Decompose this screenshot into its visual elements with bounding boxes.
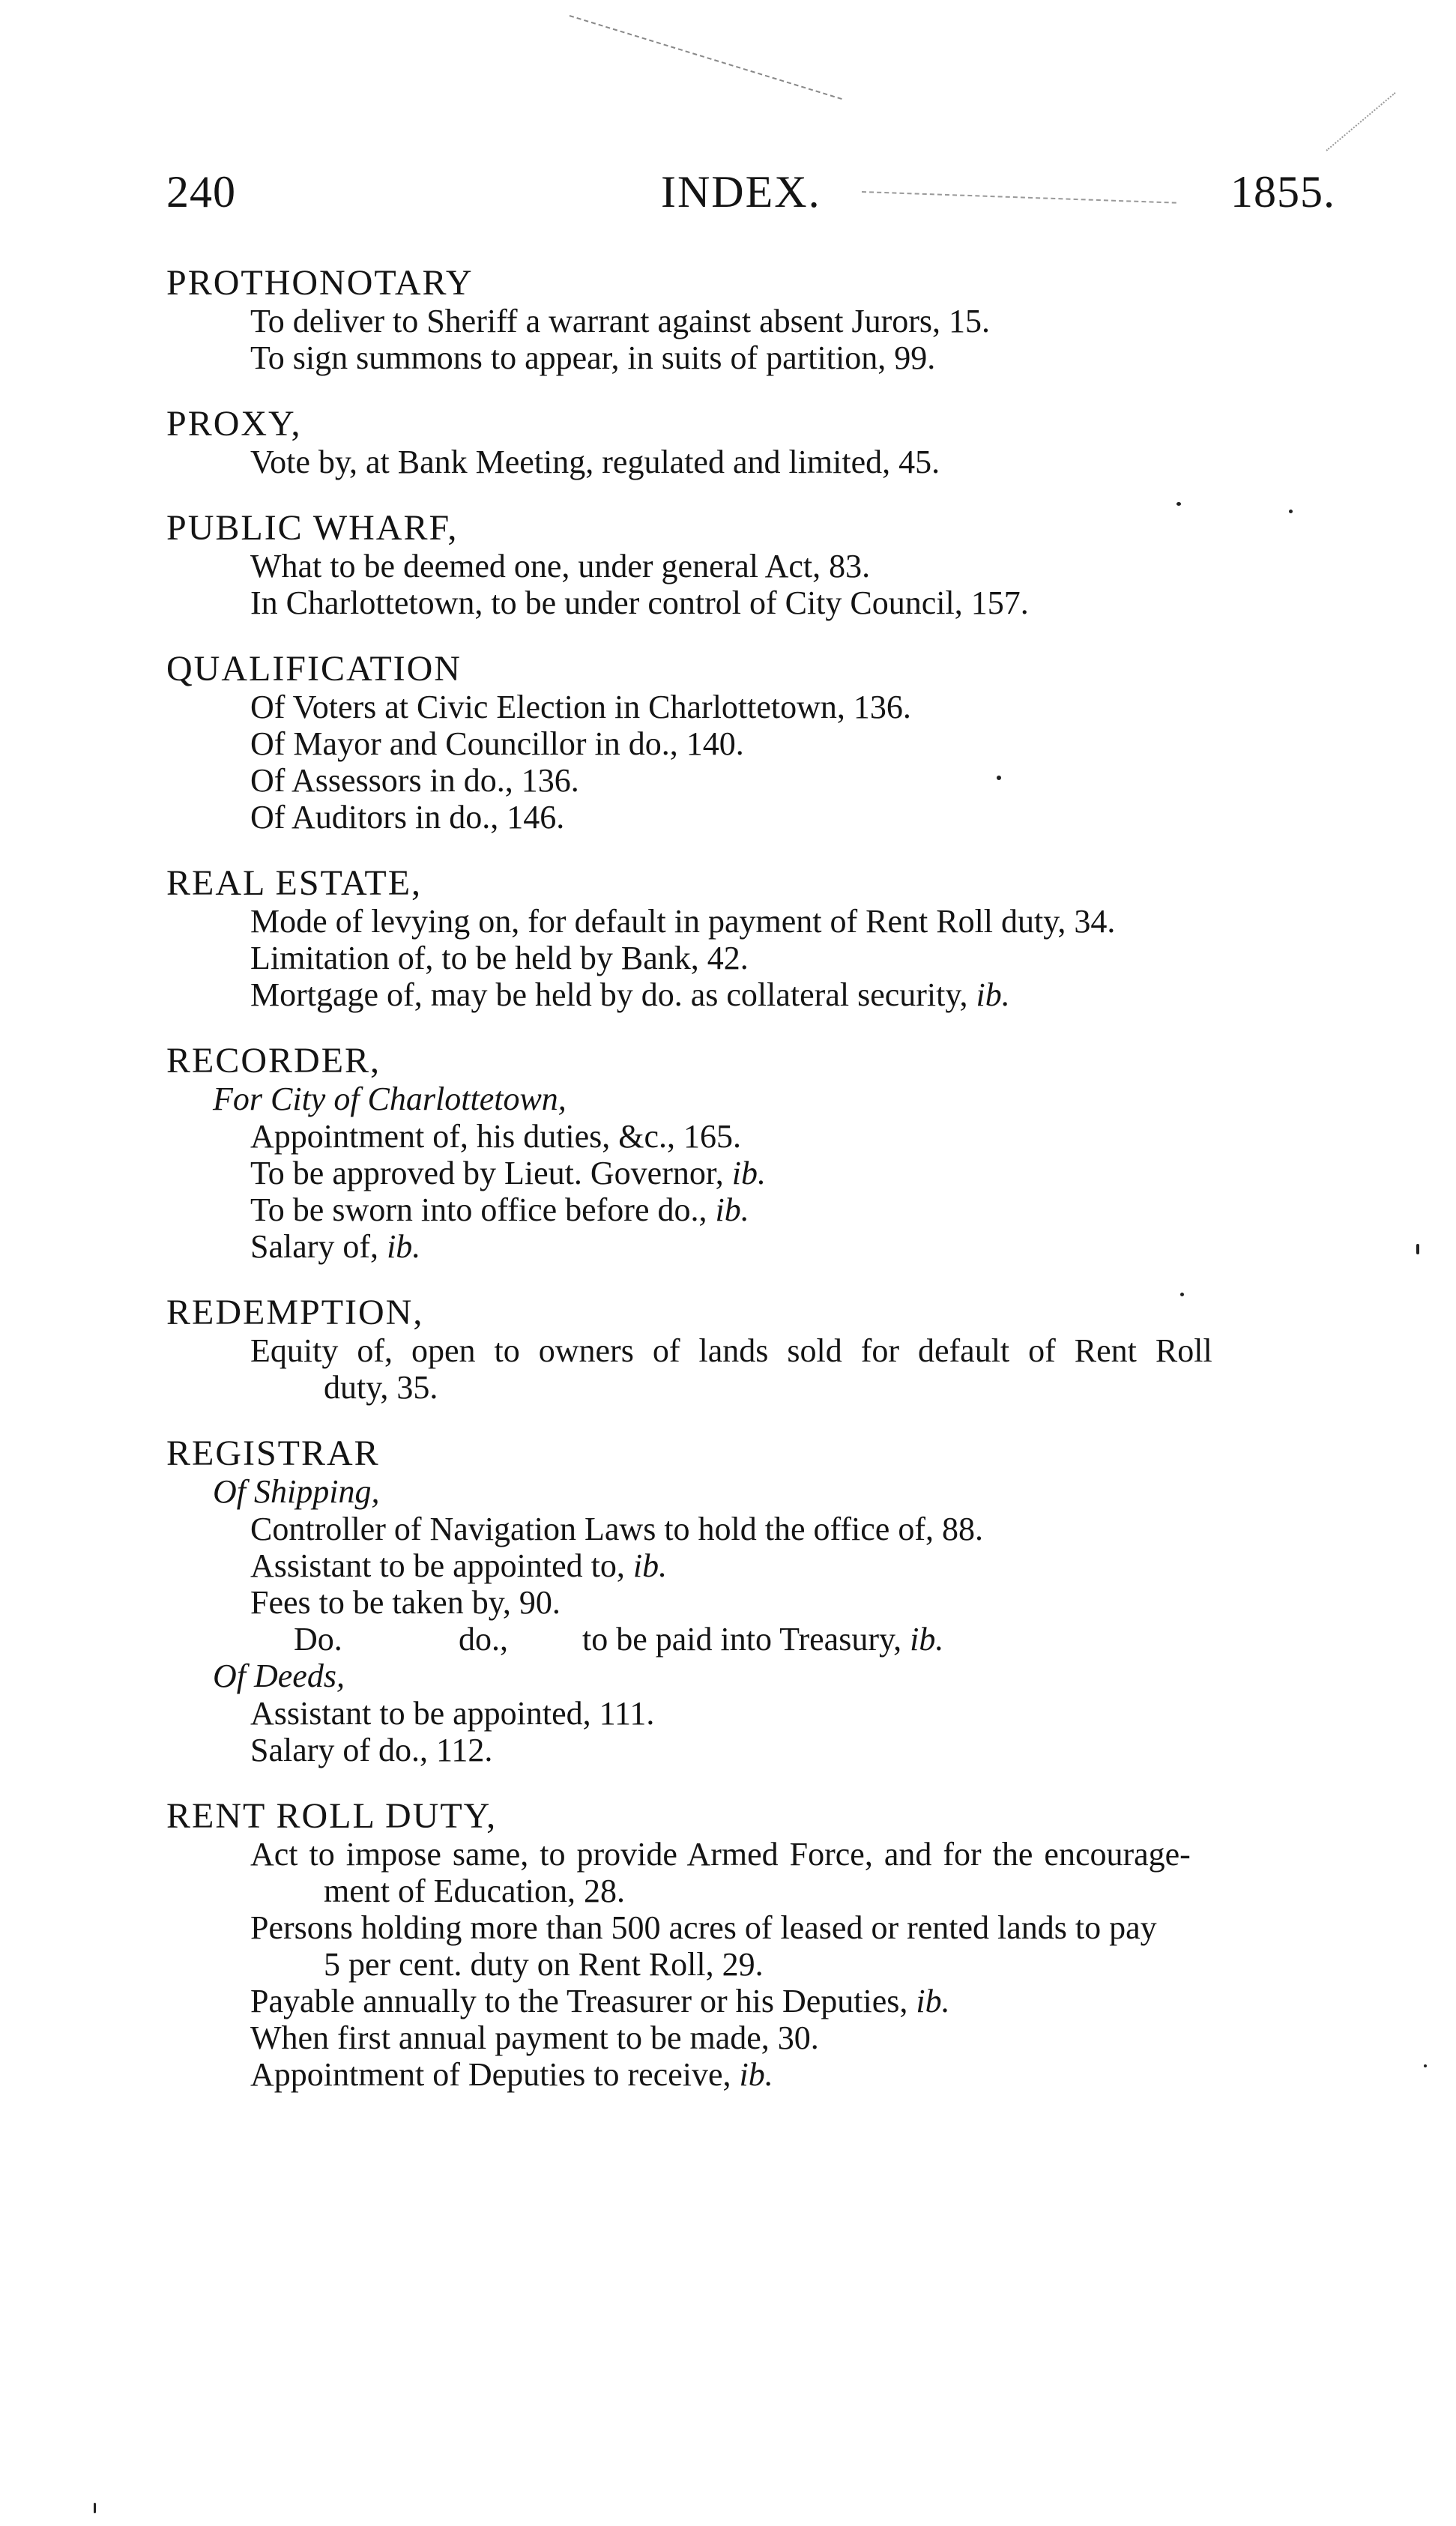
index-entry: To be sworn into office before do., ib. [250,1191,749,1228]
page-title: INDEX. [661,167,821,217]
index-entry: Persons holding more than 500 acres of leased or rented lands to pay [250,1909,1157,1946]
section-heading: RENT ROLL DUTY, [166,1796,498,1836]
index-section [166,1293,1350,1406]
index-content [166,264,1350,2121]
section-heading: PROTHONOTARY [166,263,474,303]
index-section [166,264,1350,376]
index-section [166,1042,1350,1265]
index-entry: To deliver to Sheriff a warrant against absent Jurors, 15. [250,303,991,339]
index-entry-continuation: ment of Education, 28. [324,1873,626,1909]
index-entry: Of Assessors in do., 136. [250,762,579,799]
page-number: 240 [166,167,236,217]
index-entry: Of Voters at Civic Election in Charlottetown, 136. [250,689,911,725]
ditto-entry [166,1621,1350,1658]
index-entry: To be approved by Lieut. Governor, ib. [250,1155,766,1191]
section-heading: REAL ESTATE, [166,863,423,903]
index-entry: Of Auditors in do., 146. [250,799,565,836]
page-header [166,166,1335,219]
index-entry: In Charlottetown, to be under control of City Council, 157. [250,584,1029,621]
index-entry: Salary of, ib. [250,1228,421,1265]
header-year: 1855. [1230,167,1335,217]
scan-speck [997,776,1001,780]
index-section [166,1434,1350,1768]
index-entry: Equity of, open to owners of lands sold for default of Rent Roll [250,1332,1212,1369]
ditto-col-2: do., [459,1621,508,1658]
section-heading: RECORDER, [166,1041,381,1081]
index-entry: Appointment of, his duties, &c., 165. [250,1118,742,1155]
section-heading: QUALIFICATION [166,649,462,689]
scan-speck [1176,502,1181,506]
index-entry: Of Mayor and Councillor in do., 140. [250,725,744,762]
ditto-col-3: to be paid into Treasury, ib. [582,1621,944,1658]
scan-mark [1326,92,1395,151]
index-section [166,864,1350,1013]
scan-speck [94,2503,96,2513]
section-heading: PUBLIC WHARF, [166,508,459,548]
index-entry: When first annual payment to be made, 30. [250,2019,819,2056]
index-entry: Mode of levying on, for default in payment of Rent Roll duty, 34. [250,903,1116,940]
index-entry: Payable annually to the Treasurer or his Deputies, ib. [250,1983,950,2019]
scan-speck [1416,1244,1419,1254]
index-entry: Appointment of Deputies to receive, ib. [250,2056,773,2093]
index-entry: Vote by, at Bank Meeting, regulated and limited, 45. [250,444,940,480]
index-section [166,1797,1350,2093]
index-section [166,509,1350,621]
index-entry: Salary of do., 112. [250,1732,493,1768]
index-section [166,650,1350,836]
section-heading: PROXY, [166,404,302,444]
index-entry: What to be deemed one, under general Act, 83. [250,548,871,584]
index-entry: Assistant to be appointed to, ib. [250,1547,668,1584]
index-entry: Act to impose same, to provide Armed Force, and for the encourage- [250,1836,1191,1873]
section-heading: REGISTRAR [166,1433,380,1473]
index-entry: Mortgage of, may be held by do. as collateral security, ib. [250,976,1010,1013]
index-entry-continuation: 5 per cent. duty on Rent Roll, 29. [324,1946,764,1983]
index-entry: Fees to be taken by, 90. [250,1584,561,1621]
ditto-col-1: Do. [294,1621,342,1658]
scan-speck [1424,2064,1427,2067]
section-subheading: Of Deeds, [213,1658,345,1694]
index-entry: Assistant to be appointed, 111. [250,1695,655,1732]
section-subheading: For City of Charlottetown, [213,1081,567,1117]
scan-mark [570,15,842,100]
scan-speck [1289,510,1293,513]
section-heading: REDEMPTION, [166,1293,424,1332]
section-subheading: Of Shipping, [213,1473,380,1510]
index-entry: To sign summons to appear, in suits of partition, 99. [250,339,936,376]
index-entry: Controller of Navigation Laws to hold the office of, 88. [250,1511,983,1547]
scan-speck [1180,1293,1184,1296]
index-entry-continuation: duty, 35. [324,1369,438,1406]
index-section [166,405,1350,480]
index-entry: Limitation of, to be held by Bank, 42. [250,940,749,976]
